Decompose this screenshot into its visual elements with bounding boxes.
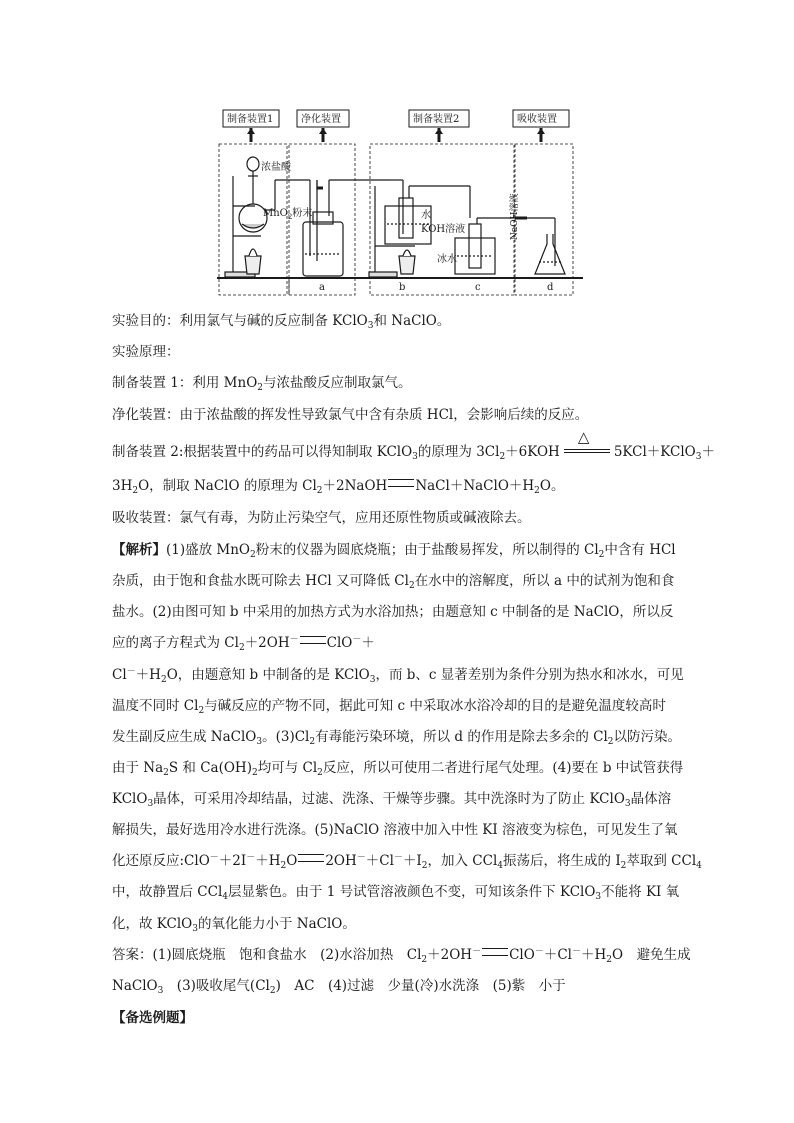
apparatus-diagram: [215, 106, 585, 298]
text-analysis-3: 盐水。(2)由图可知 b 中采用的加热方式为水浴加热；由题意知 c 中制备的是 NaClO，所以反: [112, 604, 674, 620]
text-purify: 净化装置：由于浓盐酸的挥发性导致氯气中含有杂质 HCl，会影响后续的反应。: [112, 407, 589, 423]
text-analysis-11: 化还原反应$:ClO^-+2I^-+H_2O$ $2OH^-+Cl^-+I_2$，加入 CCl$_4$振荡后，将生成的 $I_2$萃取到 CCl$_4$: [112, 853, 702, 871]
label-prep-1: 制备装置1: [227, 114, 274, 125]
label-a: a: [319, 282, 325, 293]
text-analysis-4: 应的离子方程式为 $Cl_2+2OH^-$ ClO－＋: [112, 635, 375, 653]
label-conc-hcl: 浓盐酸: [261, 162, 291, 173]
label-naoh: NaOH溶液: [510, 193, 520, 240]
text-prep-2-cont: $3H_2O$，制取 NaClO 的原理为 $Cl_2+2NaOH$ $NaCl+NaClO+H_2O$。: [112, 478, 565, 496]
text-analysis-1: 【解析】(1)盛放 MnO$_2$粉末的仪器为圆底烧瓶；由于盐酸易挥发，所以制得的 $Cl_2$中含有 HCl: [112, 542, 676, 560]
apparatus-svg: [215, 106, 585, 298]
text-analysis-10: 解损失，最好选用冷水进行洗涤。(5)NaClO 溶液中加入中性 KI 溶液变为棕色，可见发生了氧: [112, 822, 678, 838]
heat-equals-sign: △: [564, 443, 610, 459]
text-answer-1: 答案：(1)圆底烧瓶 饱和食盐水 (2)水浴加热 $Cl_2+2OH^-$ $ClO^-+Cl^-+H_2O$ 避免生成: [112, 947, 691, 965]
text-purpose: 实验目的：利用氯气与碱的反应制备 KClO$_3$和 NaClO。: [112, 313, 451, 331]
label-mno2: MnO$_2$粉末: [263, 208, 313, 221]
text-prep-1: 制备装置 1：利用 MnO$_2$与浓盐酸反应制取氯气。: [112, 375, 412, 393]
text-analysis-7: 发生副反应生成 NaClO$_3$。$(3)Cl_2$有毒能污染环境，所以 d 的作用是除去多余的 $Cl_2$以防污染。: [112, 729, 682, 747]
label-absorb: 吸收装置: [517, 114, 557, 125]
label-b: b: [399, 282, 406, 293]
text-analysis-5: $Cl^-+H_2O$，由题意知 b 中制备的是 KClO$_3$，而 b、c 显著差别为条件分别为热水和冰水，可见: [112, 667, 684, 685]
text-analysis-9: KClO$_3$晶体，可采用冷却结晶，过滤、洗涤、干燥等步骤。其中洗涤时为了防止 KClO$_3$晶体溶: [112, 791, 672, 809]
text-analysis-13: 化，故 KClO$_3$的氧化能力小于 NaClO。: [112, 916, 356, 934]
text-analysis-12: 中，故静置后 CCl$_4$层显紫色。由于 1 号试管溶液颜色不变，可知该条件下 KClO$_3$不能将 KI 氧: [112, 884, 680, 902]
text-alt-examples-heading: 【备选例题】: [112, 1010, 193, 1026]
label-koh: KOH溶液: [421, 224, 466, 235]
label-water: 水: [421, 210, 431, 221]
label-purify: 净化装置: [301, 114, 341, 125]
label-c: c: [475, 282, 481, 293]
text-absorb: 吸收装置：氯气有毒，为防止污染空气，应用还原性物质或碱液除去。: [112, 510, 531, 526]
text-analysis-2: 杂质，由于饱和食盐水既可除去 HCl 又可降低 $Cl_2$在水中的溶解度，所以 a 中的试剂为饱和食: [112, 573, 675, 591]
text-analysis-8: 由于 $Na_2S$ 和 $Ca(OH)_2$均可与 $Cl_2$反应，所以可使用二者进行尾气处理。(4)要在 b 中试管获得: [112, 760, 684, 778]
text-answer-2: NaClO$_3$ (3)吸收尾气$(Cl_2)$ AC (4)过滤 少量(冷)水洗涤 (5)紫 小于: [112, 978, 566, 996]
label-d: d: [547, 282, 554, 293]
label-ice-water: 冰水: [437, 254, 457, 265]
label-prep-2: 制备装置2: [413, 114, 460, 125]
text-principle-heading: 实验原理：: [112, 344, 180, 360]
text-analysis-6: 温度不同时 $Cl_2$与碱反应的产物不同，据此可知 c 中采取冰水浴冷却的目的是避免温度较高时: [112, 698, 666, 716]
text-prep-2: 制备装置 2:根据装置中的药品可以得知制取 KClO$_3$的原理为 $3Cl_2+6KOH$ △ 5KCl＋KClO$_3$＋: [112, 428, 715, 462]
